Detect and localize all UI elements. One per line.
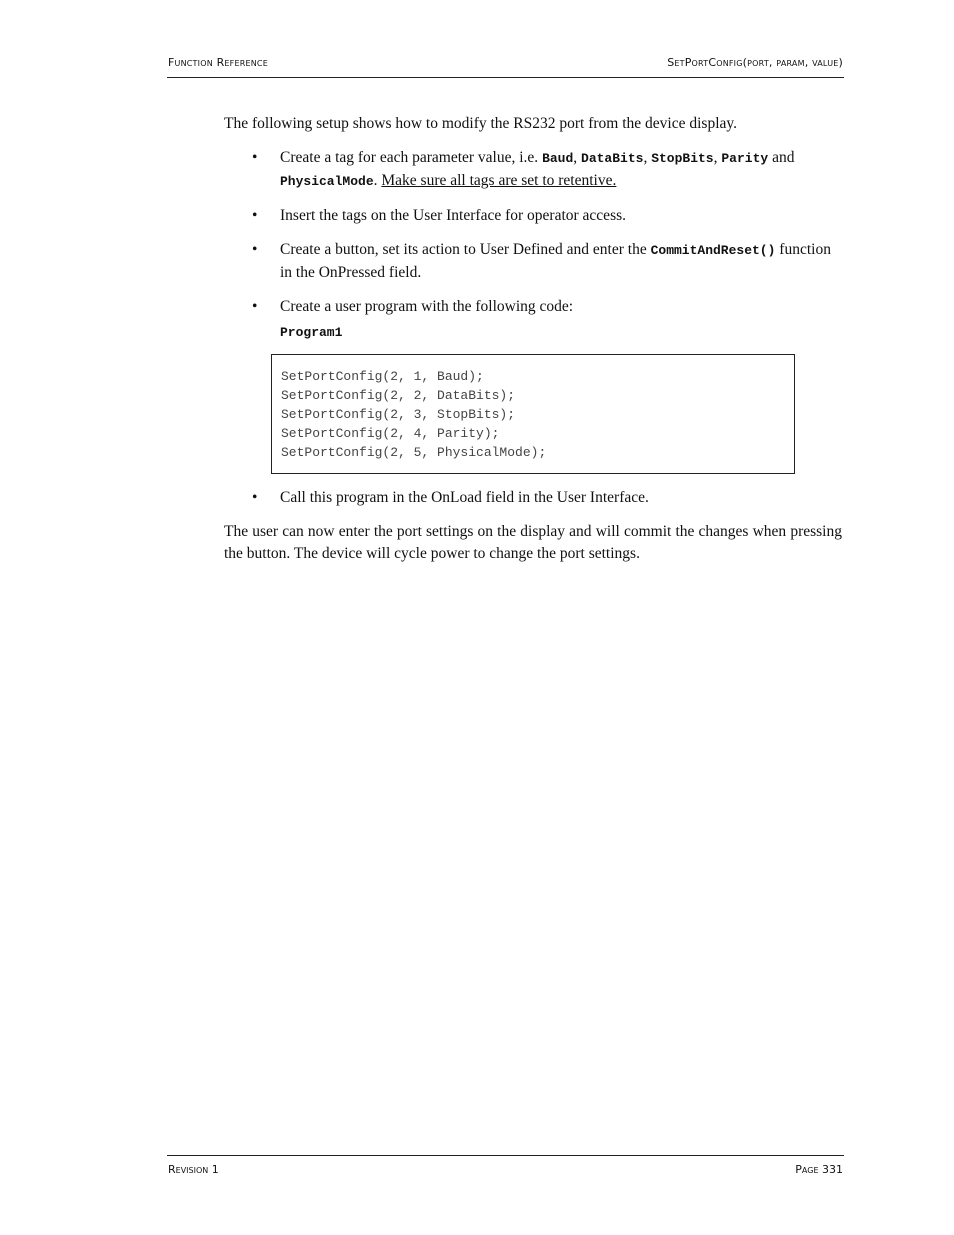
page-footer (167, 1155, 844, 1178)
step-text: Insert the tags on the User Interface for operator access. (280, 207, 627, 224)
code-line: SetPortConfig(2, 1, Baud); (281, 369, 484, 384)
header-function-title: SetPortConfig(port, param, value) (667, 56, 843, 69)
code-line: SetPortConfig(2, 5, PhysicalMode); (281, 445, 547, 460)
code-line: SetPortConfig(2, 3, StopBits); (281, 407, 516, 422)
list-item (224, 239, 842, 284)
intro-paragraph: The following setup shows how to modify the RS232 port from the device display. (224, 115, 738, 132)
separator: , (573, 149, 582, 166)
retentive-note: Make sure all tags are set to retentive. (381, 172, 617, 189)
bullet-icon: • (252, 241, 258, 258)
step-text: Create a tag for each parameter value, i.e. (280, 149, 543, 166)
program-name-label: Program1 (280, 325, 343, 340)
step-text: Create a button, set its action to User Defined and enter the (280, 241, 651, 258)
code-term-physicalmode: PhysicalMode (280, 174, 374, 189)
code-term-commitandreset: CommitAndReset() (650, 243, 776, 258)
list-item (224, 205, 842, 227)
code-term-databits: DataBits (581, 151, 644, 166)
footer-revision: Revision 1 (168, 1163, 219, 1176)
code-term-stopbits: StopBits (651, 151, 714, 166)
step-text: Create a user program with the following code: (280, 298, 574, 315)
footer-page-number: Page 331 (795, 1163, 843, 1176)
code-line: SetPortConfig(2, 4, Parity); (281, 426, 500, 441)
separator: , (643, 149, 652, 166)
step-text: Call this program in the OnLoad field in the User Interface. (280, 489, 649, 506)
list-item (224, 147, 842, 193)
bullet-icon: • (252, 149, 258, 166)
code-term-parity: Parity (721, 151, 769, 166)
code-term-baud: Baud (542, 151, 574, 166)
page-header (167, 55, 844, 78)
list-item (224, 296, 842, 318)
bullet-icon: • (252, 489, 258, 506)
page-content (224, 113, 842, 565)
step-text: . (373, 172, 382, 189)
step-text: function in the OnPressed field. (280, 241, 831, 281)
outro-paragraph: The user can now enter the port settings on the display and will commit the changes when pressing the button. The device will cycle power to change the port settings. (224, 523, 842, 562)
setup-steps-list (224, 147, 842, 318)
bullet-icon: • (252, 298, 258, 315)
code-line: SetPortConfig(2, 2, DataBits); (281, 388, 516, 403)
bullet-icon: • (252, 207, 258, 224)
step-text: and (768, 149, 795, 166)
header-section-title: Function Reference (168, 56, 268, 69)
setup-steps-list-continued (224, 487, 842, 509)
separator: , (713, 149, 722, 166)
list-item (224, 487, 842, 509)
code-block (271, 354, 795, 474)
